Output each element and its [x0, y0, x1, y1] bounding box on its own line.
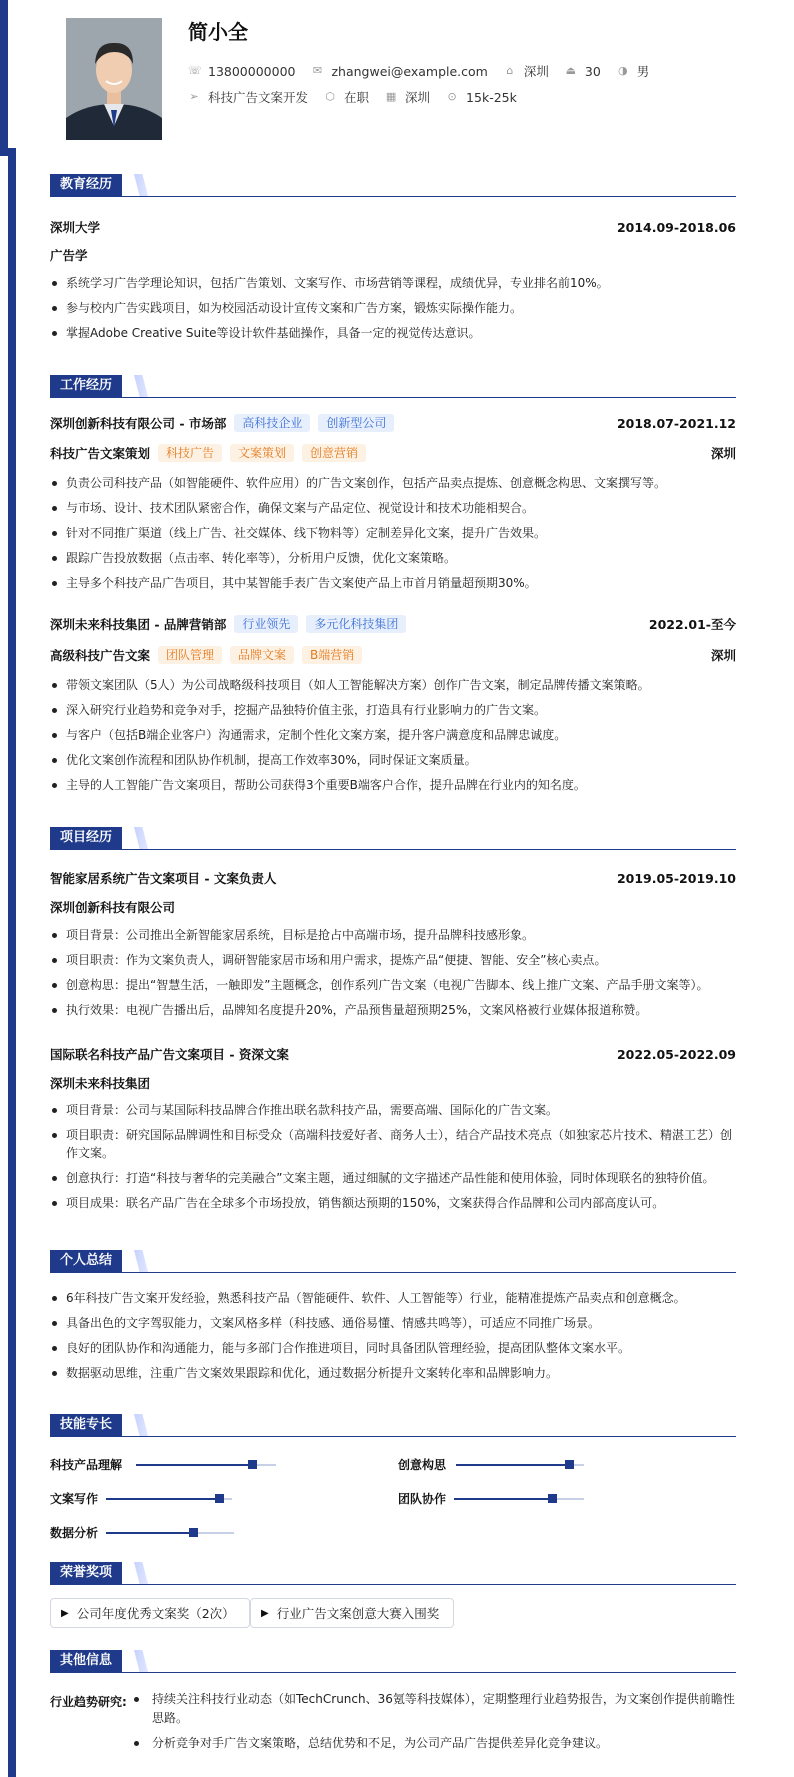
award-item [250, 1598, 454, 1628]
role-tag: 文案策划 [230, 444, 294, 462]
age-icon: ⏏ [565, 64, 577, 77]
section-title-decoration [134, 1562, 148, 1584]
role-tag: 科技广告 [158, 444, 222, 462]
phone-item [188, 64, 295, 79]
avatar [66, 18, 162, 140]
skill-label: 创意构思 [398, 1458, 447, 1472]
contact-row [188, 62, 665, 80]
skill-row [398, 1490, 584, 1507]
project-title: 智能家居系统广告文案项目 - 文案负责人 [50, 871, 277, 886]
skill-bar [106, 1498, 232, 1500]
section-title-decoration [134, 1250, 148, 1272]
other-bullets [130, 1690, 736, 1759]
section-divider [50, 1272, 736, 1273]
list-item: 持续关注科技行业动态（如TechCrunch、36氪等科技媒体），定期整理行业趋势报告，为文案创作提供前瞻性思路。 [130, 1690, 736, 1728]
other-label: 行业趋势研究: [50, 1695, 127, 1709]
expected-city-item [385, 88, 430, 106]
skill-fill [106, 1532, 193, 1534]
job-target-item [188, 88, 308, 106]
city-item [504, 62, 549, 80]
work-section-header [50, 375, 736, 399]
work-bullets [50, 474, 736, 599]
section-title: 技能专长 [50, 1414, 122, 1436]
skill-bar [456, 1464, 584, 1466]
education-entry-head [50, 218, 736, 236]
list-item: 良好的团队协作和沟通能力，能与多部门合作推进项目，同时具备团队管理经验，提高团队整体文案水平。 [50, 1339, 736, 1357]
role-title: 科技广告文案策划 [50, 446, 151, 461]
project-entry-head [50, 869, 736, 887]
awards-section-header [50, 1562, 736, 1586]
list-item: 项目成果：联名产品广告在全球多个市场投放，销售额达预期的150%，文案获得合作品牌和公司内部高度认可。 [50, 1194, 736, 1212]
work-period: 2018.07-2021.12 [616, 415, 736, 431]
award-text: 行业广告文案创意大赛入围奖 [276, 1606, 440, 1621]
list-item: 负责公司科技产品（如智能硬件、软件应用）的广告文案创作，包括产品卖点提炼、创意概念构思、文案撰写等。 [50, 474, 736, 492]
email-item [311, 64, 487, 79]
project-company: 深圳创新科技有限公司 [50, 900, 176, 915]
play-icon: ▶ [261, 1607, 269, 1619]
skill-fill [106, 1498, 219, 1500]
company-tag: 行业领先 [234, 615, 298, 633]
skill-knob [248, 1460, 257, 1469]
skill-fill [454, 1498, 552, 1500]
list-item: 带领文案团队（5人）为公司战略级科技项目（如人工智能解决方案）创作广告文案，制定品牌传播文案策略。 [50, 676, 736, 694]
play-icon: ▶ [61, 1607, 69, 1619]
section-title: 其他信息 [50, 1650, 122, 1672]
gender-text: 男 [636, 64, 650, 79]
salary-item [446, 90, 517, 105]
list-item: 跟踪广告投放数据（点击率、转化率等），分析用户反馈，优化文案策略。 [50, 549, 736, 567]
list-item: 掌握Adobe Creative Suite等设计软件基础操作，具备一定的视觉传达意识。 [50, 324, 736, 342]
project-bullets [50, 1101, 736, 1219]
job-intention-row [188, 88, 533, 106]
skill-label: 科技产品理解 [50, 1458, 123, 1472]
education-bullets [50, 274, 736, 349]
role-title: 高级科技广告文案 [50, 648, 151, 663]
section-title-decoration [134, 1414, 148, 1436]
phone-icon: ☏ [188, 64, 202, 77]
project-company: 深圳未来科技集团 [50, 1076, 151, 1091]
skill-label: 团队协作 [398, 1492, 447, 1506]
skill-row [50, 1490, 232, 1507]
section-title: 项目经历 [50, 827, 122, 849]
project-bullets [50, 926, 736, 1026]
list-item: 数据驱动思维，注重广告文案效果跟踪和优化，通过数据分析提升文案转化率和品牌影响力。 [50, 1364, 736, 1382]
skill-knob [565, 1460, 574, 1469]
list-item: 执行效果：电视广告播出后，品牌知名度提升20%，产品预售量超预期25%，文案风格被行业媒体报道称赞。 [50, 1001, 736, 1019]
list-item: 针对不同推广渠道（线上广告、社交媒体、线下物料等）定制差异化文案，提升广告效果。 [50, 524, 736, 542]
project-entry-head [50, 1045, 736, 1063]
summary-bullets [50, 1289, 736, 1389]
status-icon: ⬡ [325, 90, 335, 103]
phone-text: 13800000000 [208, 63, 296, 79]
section-title: 教育经历 [50, 174, 122, 196]
status-item [324, 88, 369, 106]
expected-city-text: 深圳 [405, 90, 431, 105]
skill-bar [454, 1498, 584, 1500]
award-item [50, 1598, 250, 1628]
section-divider [50, 1672, 736, 1673]
gender-icon: ◑ [617, 64, 628, 77]
city-text: 深圳 [523, 64, 549, 79]
company-name: 深圳未来科技集团 - 品牌营销部 [50, 617, 227, 632]
status-text: 在职 [344, 90, 370, 105]
work-entry-head [50, 615, 736, 633]
section-title: 个人总结 [50, 1250, 122, 1272]
home-icon: ⌂ [506, 64, 514, 77]
list-item: 项目背景：公司与某国际科技品牌合作推出联名款科技产品，需要高端、国际化的广告文案。 [50, 1101, 736, 1119]
list-item: 深入研究行业趋势和竞争对手，挖掘产品独特价值主张，打造具有行业影响力的广告文案。 [50, 701, 736, 719]
skill-row [398, 1456, 584, 1473]
education-period: 2014.09-2018.06 [616, 219, 736, 235]
section-divider [50, 1584, 736, 1585]
skill-knob [548, 1494, 557, 1503]
section-divider [50, 397, 736, 398]
skill-bar [136, 1464, 276, 1466]
list-item: 分析竞争对手广告文案策略，总结优势和不足，为公司产品广告提供差异化竞争建议。 [130, 1734, 736, 1753]
other-section-header [50, 1650, 736, 1674]
role-tag: 创意营销 [302, 444, 366, 462]
skill-bar [106, 1532, 234, 1534]
section-title: 荣誉奖项 [50, 1562, 122, 1584]
project-period: 2019.05-2019.10 [616, 870, 736, 886]
list-item: 项目背景：公司推出全新智能家居系统，目标是抢占中高端市场，提升品牌科技感形象。 [50, 926, 736, 944]
list-item: 与市场、设计、技术团队紧密合作，确保文案与产品定位、视觉设计和技术功能相契合。 [50, 499, 736, 517]
projects-section-header [50, 827, 736, 851]
section-title: 工作经历 [50, 375, 122, 397]
work-location: 深圳 [710, 446, 736, 461]
work-role-row [50, 646, 736, 664]
header-card [8, 0, 794, 148]
job-target-text: 科技广告文案开发 [208, 90, 309, 105]
age-item [565, 64, 601, 79]
section-title-decoration [134, 375, 148, 397]
section-divider [50, 849, 736, 850]
award-text: 公司年度优秀文案奖（2次） [76, 1606, 235, 1621]
skills-section-header [50, 1414, 736, 1438]
list-item: 项目职责：作为文案负责人，调研智能家居市场和用户需求，提炼产品“便捷、智能、安全”核心卖点。 [50, 951, 736, 969]
education-section-header [50, 174, 736, 198]
list-item: 主导的人工智能广告文案项目，帮助公司获得3个重要B端客户合作，提升品牌在行业内的知名度。 [50, 776, 736, 794]
role-tag: 团队管理 [158, 646, 222, 664]
role-tag: B端营销 [302, 646, 362, 664]
company-tag: 创新型公司 [318, 414, 394, 432]
work-location: 深圳 [710, 648, 736, 663]
work-period: 2022.01-至今 [648, 617, 736, 632]
skill-fill [456, 1464, 569, 1466]
skill-row [50, 1524, 234, 1541]
project-title: 国际联名科技产品广告文案项目 - 资深文案 [50, 1047, 289, 1062]
list-item: 参与校内广告实践项目，如为校园活动设计宣传文案和广告方案，锻炼实际操作能力。 [50, 299, 736, 317]
candidate-name: 简小全 [188, 20, 248, 44]
send-icon: ➢ [189, 90, 199, 103]
email-text: zhangwei@example.com [331, 63, 488, 79]
list-item: 与客户（包括B端企业客户）沟通需求，定制个性化文案方案，提升客户满意度和品牌忠诚度。 [50, 726, 736, 744]
skill-knob [215, 1494, 224, 1503]
skill-knob [189, 1528, 198, 1537]
education-major: 广告学 [50, 248, 88, 263]
list-item: 创意执行：打造“科技与奢华的完美融合”文案主题，通过细腻的文字描述产品性能和使用体验，同时体现联名的独特价值。 [50, 1169, 736, 1187]
role-tag: 品牌文案 [230, 646, 294, 664]
skill-label: 数据分析 [50, 1526, 99, 1540]
list-item: 具备出色的文字驾驭能力，文案风格多样（科技感、通俗易懂、情感共鸣等），可适应不同推广场景。 [50, 1314, 736, 1332]
work-entry-head [50, 414, 736, 432]
work-role-row [50, 444, 736, 462]
work-bullets [50, 676, 736, 801]
skill-label: 文案写作 [50, 1492, 99, 1506]
company-tag: 多元化科技集团 [306, 615, 406, 633]
age-text: 30 [584, 63, 601, 79]
project-period: 2022.05-2022.09 [616, 1046, 736, 1062]
salary-icon: ⊙ [447, 90, 457, 103]
list-item: 项目职责：研究国际品牌调性和目标受众（高端科技爱好者、商务人士），结合产品技术亮点（如独家芯片技术、精湛工艺）创作文案。 [50, 1126, 736, 1162]
section-divider [50, 196, 736, 197]
salary-text: 15k-25k [466, 89, 517, 105]
list-item: 优化文案创作流程和团队协作机制，提高工作效率30%，同时保证文案质量。 [50, 751, 736, 769]
skill-fill [136, 1464, 252, 1466]
summary-section-header [50, 1250, 736, 1274]
skill-row [50, 1456, 276, 1473]
list-item: 6年科技广告文案开发经验，熟悉科技产品（智能硬件、软件、人工智能等）行业，能精准提炼产品卖点和创意概念。 [50, 1289, 736, 1307]
section-title-decoration [134, 1650, 148, 1672]
mail-icon: ✉ [312, 64, 323, 77]
list-item: 主导多个科技产品广告项目，其中某智能手表广告文案使产品上市首月销量超预期30%。 [50, 574, 736, 592]
list-item: 系统学习广告学理论知识，包括广告策划、文案写作、市场营销等课程，成绩优异，专业排名前10%。 [50, 274, 736, 292]
section-title-decoration [134, 174, 148, 196]
gender-item [617, 62, 650, 80]
company-tag: 高科技企业 [234, 414, 310, 432]
building-icon: ▦ [385, 90, 397, 103]
school-name: 深圳大学 [50, 220, 101, 235]
list-item: 创意构思：提出“智慧生活，一触即发”主题概念，创作系列广告文案（电视广告脚本、线上推广文案、产品手册文案等）。 [50, 976, 736, 994]
section-divider [50, 1436, 736, 1437]
section-title-decoration [134, 827, 148, 849]
company-name: 深圳创新科技有限公司 - 市场部 [50, 416, 227, 431]
